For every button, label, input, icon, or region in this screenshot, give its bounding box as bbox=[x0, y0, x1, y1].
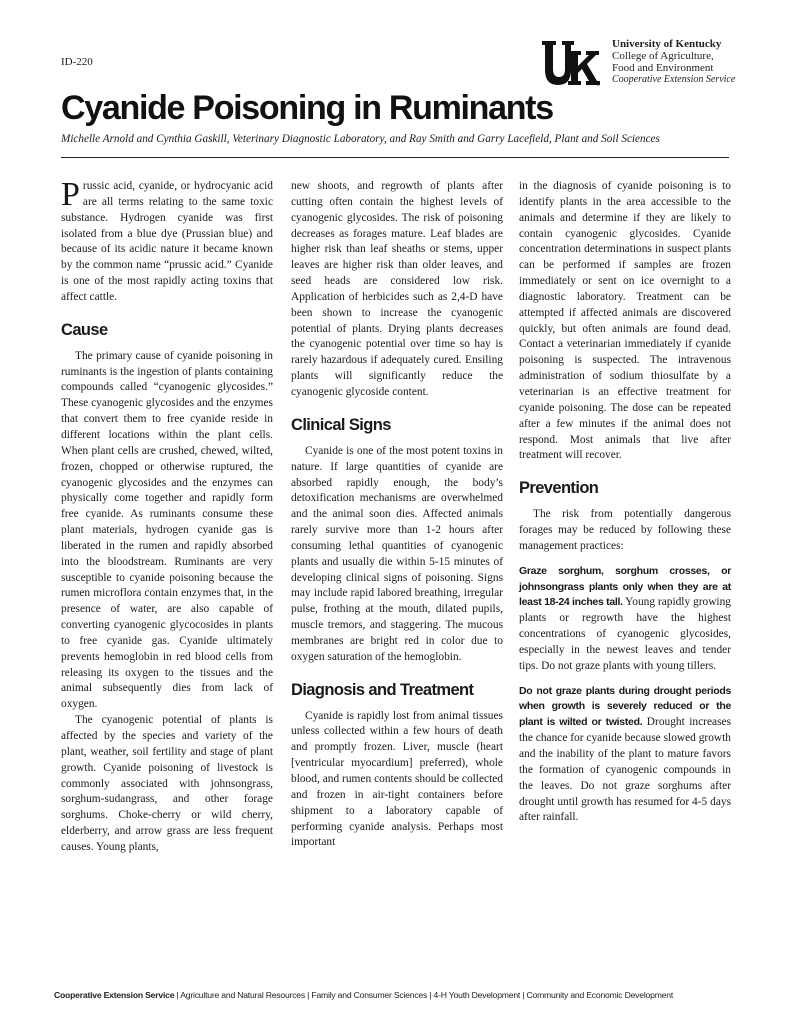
college-line2: Food and Environment bbox=[612, 62, 714, 74]
extension-service: Cooperative Extension Service bbox=[612, 74, 736, 85]
prevention-item-2-lead: Do not graze plants during drought periods when growth is severely reduced or the plant is wilted or twisted. bbox=[519, 684, 731, 729]
footer bbox=[54, 990, 673, 1000]
diagnosis-heading: Diagnosis and Treatment bbox=[291, 680, 474, 699]
clinical-paragraph: Cyanide is one of the most potent toxins in nature. If large quantities of cyanide are absorbed rapidly enough, the body’s detoxification mechanisms are overwhelmed and the animal soon dies. Affected animals rarely survive more than 1-2 hours after consuming lethal quantities of cyanogenic plants and usually die within 5-15 minutes of developing clinical signs of poisoning. Signs may include rapid labored breathing, irregular pulse, frothing at the mouth, dilated pupils, muscle tremors, and staggering. The mucous membranes are bright red in color due to oxygen saturation of the hemoglobin. bbox=[291, 444, 503, 663]
column-2 bbox=[291, 179, 503, 851]
title-rule bbox=[61, 157, 729, 158]
uk-logo-icon bbox=[541, 39, 601, 87]
footer-programs: | Agriculture and Natural Resources | Family and Consumer Sciences | 4-H Youth Development | Community and Economic Development bbox=[174, 990, 674, 1000]
footer-lead: Cooperative Extension Service bbox=[54, 990, 175, 1000]
clinical-signs-heading: Clinical Signs bbox=[291, 415, 391, 434]
institution-block bbox=[612, 38, 735, 86]
cause-paragraph-2b: new shoots, and regrowth of plants after cutting often contain the highest levels of cyanogenic glycosides. The risk of poisoning decreases as forages mature. Leaf blades are higher risk than leaf sheaths or stems, upper leaves are higher risk than older leaves, and seed heads are considered low risk. Application of herbicides such as 2,4-D have been shown to increase the cyanogenic potential of plants. Drying plants decreases the cyanogenic potential over time so hay is rarely hazardous if adequately cured. Ensiling plants will significantly reduce the cyanogenic glycoside content. bbox=[291, 180, 503, 398]
intro-paragraph bbox=[61, 176, 273, 306]
prevention-intro: The risk from potentially dangerous forages may be reduced by following these management practices: bbox=[519, 508, 731, 552]
diagnosis-paragraph-b: in the diagnosis of cyanide poisoning is to identify plants in the area accessible to the animals and determine if they are likely to contain cyanogenic glycosides. Cyanide concentration determinations in suspect plants can be performed if samples are frozen immediately or sent on ice overnight to a diagnostic laboratory. Treatment can be attempted if affected animals are discovered quickly, but often animals are found dead. Contact a veterinarian immediately if cyanide poisoning is suspected. The intravenous administration of sodium thiosulfate by a veterinarian is an effective treatment for cyanide poisoning. The dose can be repeated after a few minutes if the animal does not respond. Most animals that live after treatment will recover. bbox=[519, 180, 731, 462]
diagnosis-paragraph-a: Cyanide is rapidly lost from animal tissues unless collected within a few hours of death and promptly frozen. Liver, muscle (heart [ventricular myocardium] preferred), whole blood, and rumen contents should be collected and frozen in air-tight containers before shipment to a laboratory capable of performing cyanide analysis. Perhaps most important bbox=[291, 709, 503, 849]
intro-text: russic acid, cyanide, or hydrocyanic acid are all terms relating to the same toxic substance. Hydrogen cyanide was first isolated from a blue dye (Prussian blue) and because of its acidic nature it became known by the common name “prussic acid.” Cyanide is one of the most rapidly acting toxins that affect cattle. bbox=[61, 180, 273, 303]
university-name: University of Kentucky bbox=[612, 38, 722, 50]
column-3 bbox=[519, 179, 731, 826]
cause-heading: Cause bbox=[61, 320, 108, 339]
prevention-item-2-text: Drought increases the chance for cyanide because slowed growth and the inability of the plant to mature favors the formation of cyanogenic compounds in the leaves. Do not graze sorghums after drought until growth has resumed for 4-5 days after rainfall. bbox=[519, 716, 731, 824]
cause-paragraph-1: The primary cause of cyanide poisoning in ruminants is the ingestion of plants containing compounds called “cyanogenic glycosides.” These cyanogenic glycosides and the enzymes that convert them to free cyanide reside in different locations within the plant cells. When plant cells are crushed, chewed, wilted, frozen, chopped or otherwise ruptured, the cyanogenic glycosides and the enzymes can physically come together and rapidly form free cyanide. As ruminants consume these plant materials, hydrogen cyanide gas is liberated in the rumen and rapidly absorbed into the bloodstream. Ruminants are very susceptible to cyanide poisoning because the rumen microflora contain enzymes that, in the presence of water, are also capable of converting cyanogenic glycocosides in plants to free cyanide gas. Cyanide ultimately prevents hemoglobin in red blood cells from releasing its oxygen to the tissues and the animal subsequently dies from lack of oxygen. bbox=[61, 349, 273, 711]
cause-paragraph-2a: The cyanogenic potential of plants is affected by the species and variety of the plant, weather, soil fertility and stage of plant growth. Cyanide poisoning of livestock is commonly associated with johnsongrass, sorghum-sudangrass, and other forage sorghums. Choke-cherry or wild cherry, elderberry, and arrow grass are less frequent causes. Young plants, bbox=[61, 714, 273, 853]
drop-cap: P bbox=[61, 176, 80, 213]
svg-text:®: ® bbox=[596, 82, 600, 87]
prevention-item-1 bbox=[519, 564, 731, 675]
college-line1: College of Agriculture, bbox=[612, 50, 714, 62]
prevention-item-1-text: Young rapidly growing plants or regrowth have the highest concentrations of cyanogenic glycosides, especially in the newest leaves and tender tips. Do not graze plants with young tillers. bbox=[519, 596, 731, 672]
prevention-item-2 bbox=[519, 684, 731, 827]
authors-line: Michelle Arnold and Cynthia Gaskill, Veterinary Diagnostic Laboratory, and Ray Smith and Garry Lacefield, Plant and Soil Sciences bbox=[61, 133, 660, 145]
page-title: Cyanide Poisoning in Ruminants bbox=[61, 89, 553, 127]
document-id: ID-220 bbox=[61, 56, 93, 68]
column-1 bbox=[61, 176, 273, 856]
prevention-heading: Prevention bbox=[519, 479, 599, 498]
prevention-item-1-lead: Graze sorghum, sorghum crosses, or johnsongrass plants only when they are at least 18-24 inches tall. bbox=[519, 564, 731, 609]
